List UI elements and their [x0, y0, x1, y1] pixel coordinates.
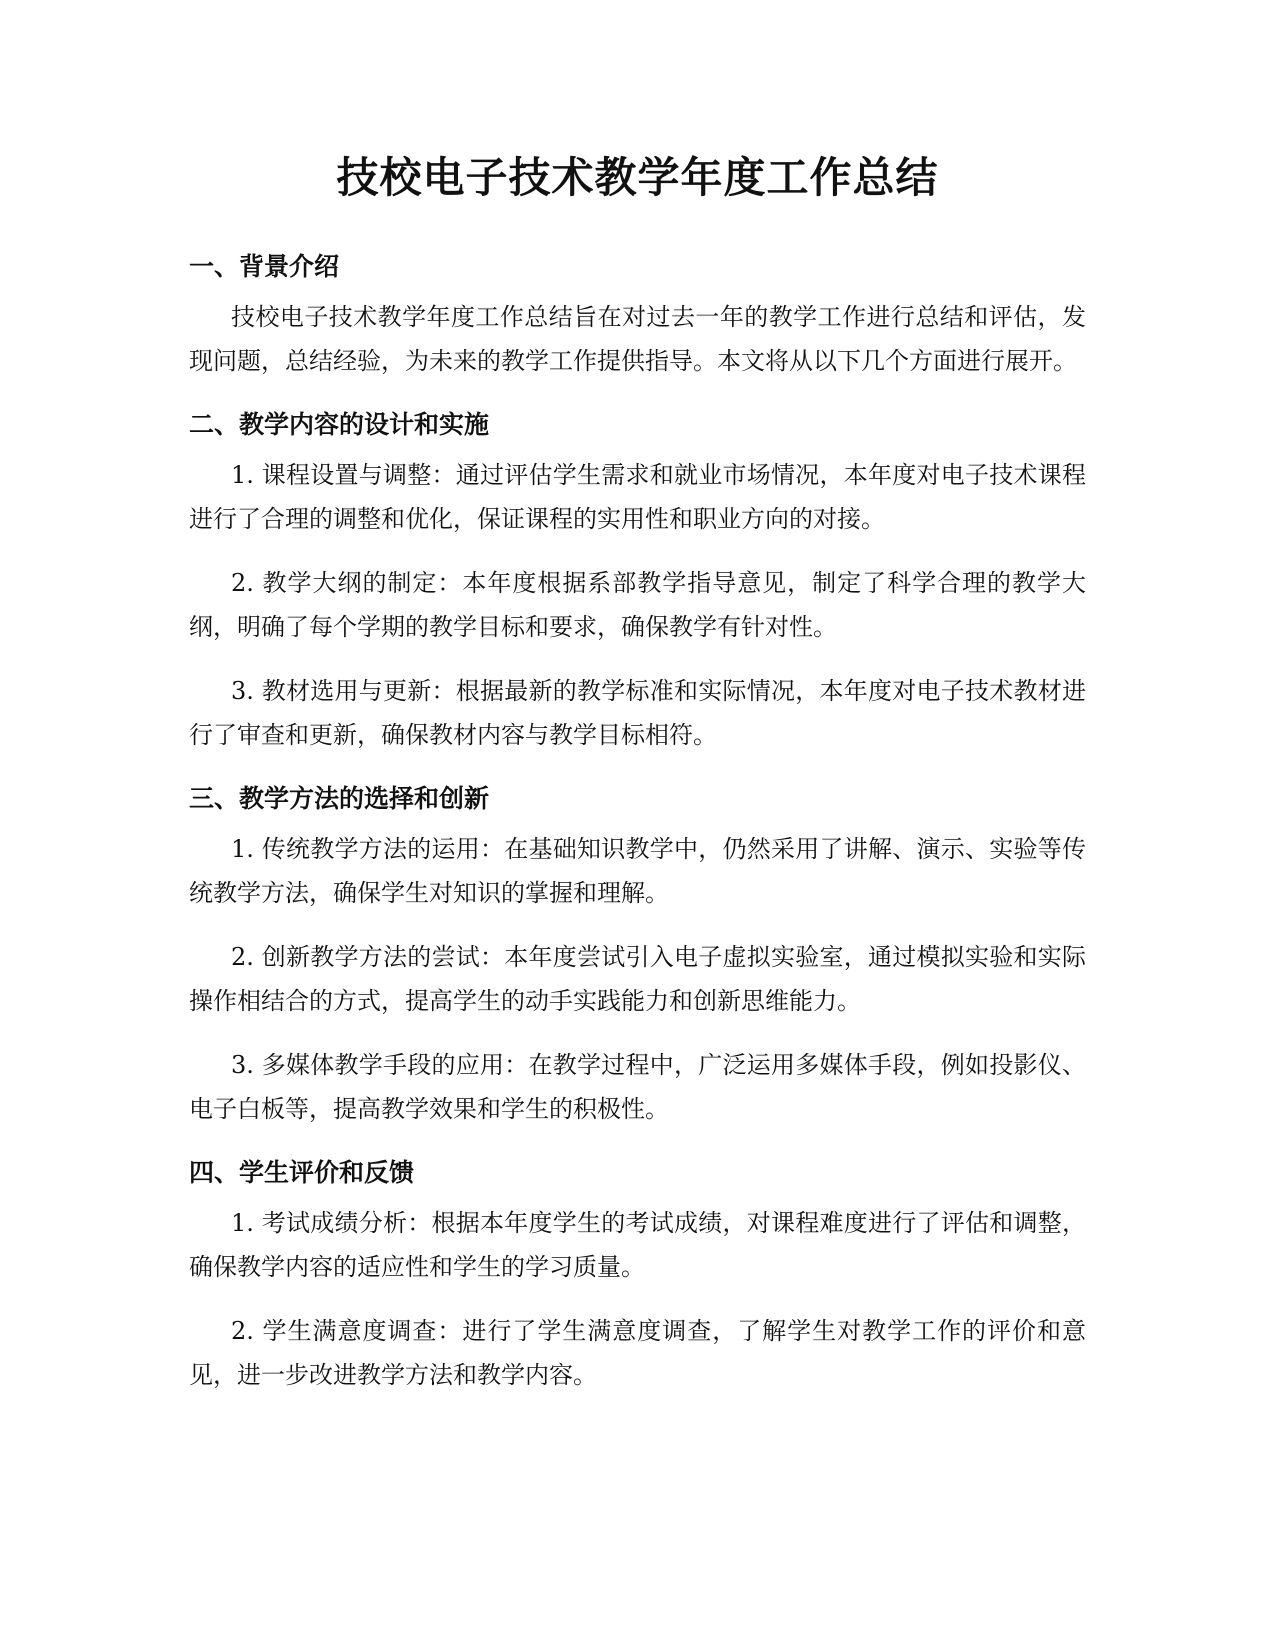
section-teaching-methods: [189, 777, 1086, 1131]
paragraph: 3. 教材选用与更新：根据最新的教学标准和实际情况，本年度对电子技术教材进行了审查和更新，确保教材内容与教学目标相符。: [189, 677, 1086, 749]
paragraph: 2. 教学大纲的制定：本年度根据系部教学指导意见，制定了科学合理的教学大纲，明确了每个学期的教学目标和要求，确保教学有针对性。: [189, 569, 1086, 641]
section-teaching-content: [189, 403, 1086, 757]
paragraph: 技校电子技术教学年度工作总结旨在对过去一年的教学工作进行总结和评估，发现问题，总结经验，为未来的教学工作提供指导。本文将从以下几个方面进行展开。: [189, 303, 1086, 375]
section-student-feedback: [189, 1151, 1086, 1397]
document-title: 技校电子技术教学年度工作总结: [336, 153, 939, 202]
document-body: [189, 245, 1086, 1417]
paragraph: 2. 创新教学方法的尝试：本年度尝试引入电子虚拟实验室，通过模拟实验和实际操作相结合的方式，提高学生的动手实践能力和创新思维能力。: [189, 943, 1086, 1015]
paragraph: 2. 学生满意度调查：进行了学生满意度调查，了解学生对教学工作的评价和意见，进一步改进教学方法和教学内容。: [189, 1317, 1086, 1389]
section-heading: 一、背景介绍: [189, 252, 340, 281]
paragraph: 1. 考试成绩分析：根据本年度学生的考试成绩，对课程难度进行了评估和调整，确保教学内容的适应性和学生的学习质量。: [189, 1209, 1086, 1281]
paragraph: 1. 传统教学方法的运用：在基础知识教学中，仍然采用了讲解、演示、实验等传统教学方法，确保学生对知识的掌握和理解。: [189, 835, 1086, 907]
section-background: [189, 245, 1086, 383]
section-heading: 三、教学方法的选择和创新: [189, 784, 490, 813]
section-heading: 二、教学内容的设计和实施: [189, 410, 490, 439]
paragraph: 1. 课程设置与调整：通过评估学生需求和就业市场情况，本年度对电子技术课程进行了合理的调整和优化，保证课程的实用性和职业方向的对接。: [189, 461, 1086, 533]
section-heading: 四、学生评价和反馈: [189, 1158, 415, 1187]
paragraph: 3. 多媒体教学手段的应用：在教学过程中，广泛运用多媒体手段，例如投影仪、电子白板等，提高教学效果和学生的积极性。: [189, 1051, 1086, 1123]
